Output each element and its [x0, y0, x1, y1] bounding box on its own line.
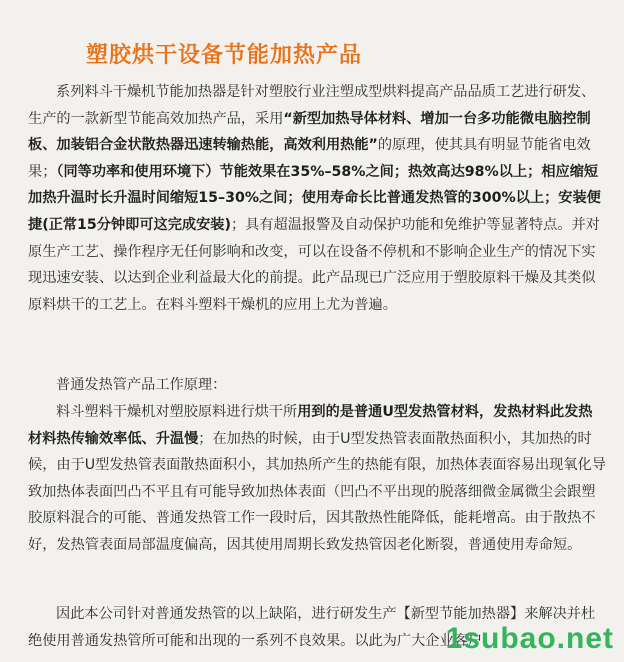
principle-text-1: 料斗塑料干燥机对塑胶原料进行烘干所 [56, 404, 298, 420]
principle-text-2: ；在加热的时候，由于U型发热管表面散热面积小，其加热的时候，由于U型发热管表面散热面积小，其加热所产生的热能有限，加热体表面容易出现氧化导致加热体表面凹凸不平且有可能导致加热体表面（凹凸不平出现的脱落细微金属微尘会跟塑胶原料混合的可能、普通发热管工作一段时后，因其散热性能降低，能耗增高。由于散热不好，发热管表面局部温度偏高，因其使用周期长致发热管因老化断裂，普通使用寿命短。 [28, 430, 606, 553]
intro-text-1: 系列料斗干燥机节能加热器是针对塑胶行业注塑成型烘料提高产品品质工艺进行研发、生产的一款新型节能高效加热产品，采用 [28, 84, 596, 127]
intro-text-3: ；具有超温报警及自动保护功能和免维护等显著特点。并对原生产工艺、操作程序无任何影响和改变，可以在设备不停机和不影响企业生产的情况下实现迅速安装、以达到企业利益最大化的前提。此产品现已广泛应用于塑胶原料干燥及其类似原料烘干的工艺上。在料斗塑料干燥机的应用上尤为普遍。 [28, 216, 600, 313]
principle-paragraph [28, 399, 606, 559]
site-watermark: 1subao.net [445, 622, 614, 655]
page-title: 塑胶烘干设备节能加热产品 [86, 43, 363, 68]
section-heading-text: 普通发热管产品工作原理： [56, 377, 227, 393]
intro-text-2: 的原理，使其具有明显节能省电效果； [28, 137, 591, 180]
principle-bold-1: 用到的是普通U型发热管材料，发热材料此发热材料热传输效率低、升温慢 [28, 404, 593, 447]
section-heading [28, 372, 606, 399]
conclusion-text: 因此本公司针对普通发热管的以上缺陷，进行研发生产【新型节能加热器】来解决并杜绝使用普通发热管所可能和出现的一系列不良效果。以此为广大企业客户 [28, 606, 596, 649]
intro-bold-2: （同等功率和使用环境下）节能效果在35%–58%之间；热效高达98%以上；相应缩短加热升温时长升温时间缩短15–30%之间；使用寿命长比普通发热管的300%以上；安装便捷(正常15分钟即可这完成安装) [28, 163, 601, 233]
intro-bold-1: “新型加热导体材料、增加一台多功能微电脑控制板、加装铝合金状散热器迅速转输热能，高效利用热能” [28, 110, 591, 154]
intro-paragraph [28, 79, 606, 318]
